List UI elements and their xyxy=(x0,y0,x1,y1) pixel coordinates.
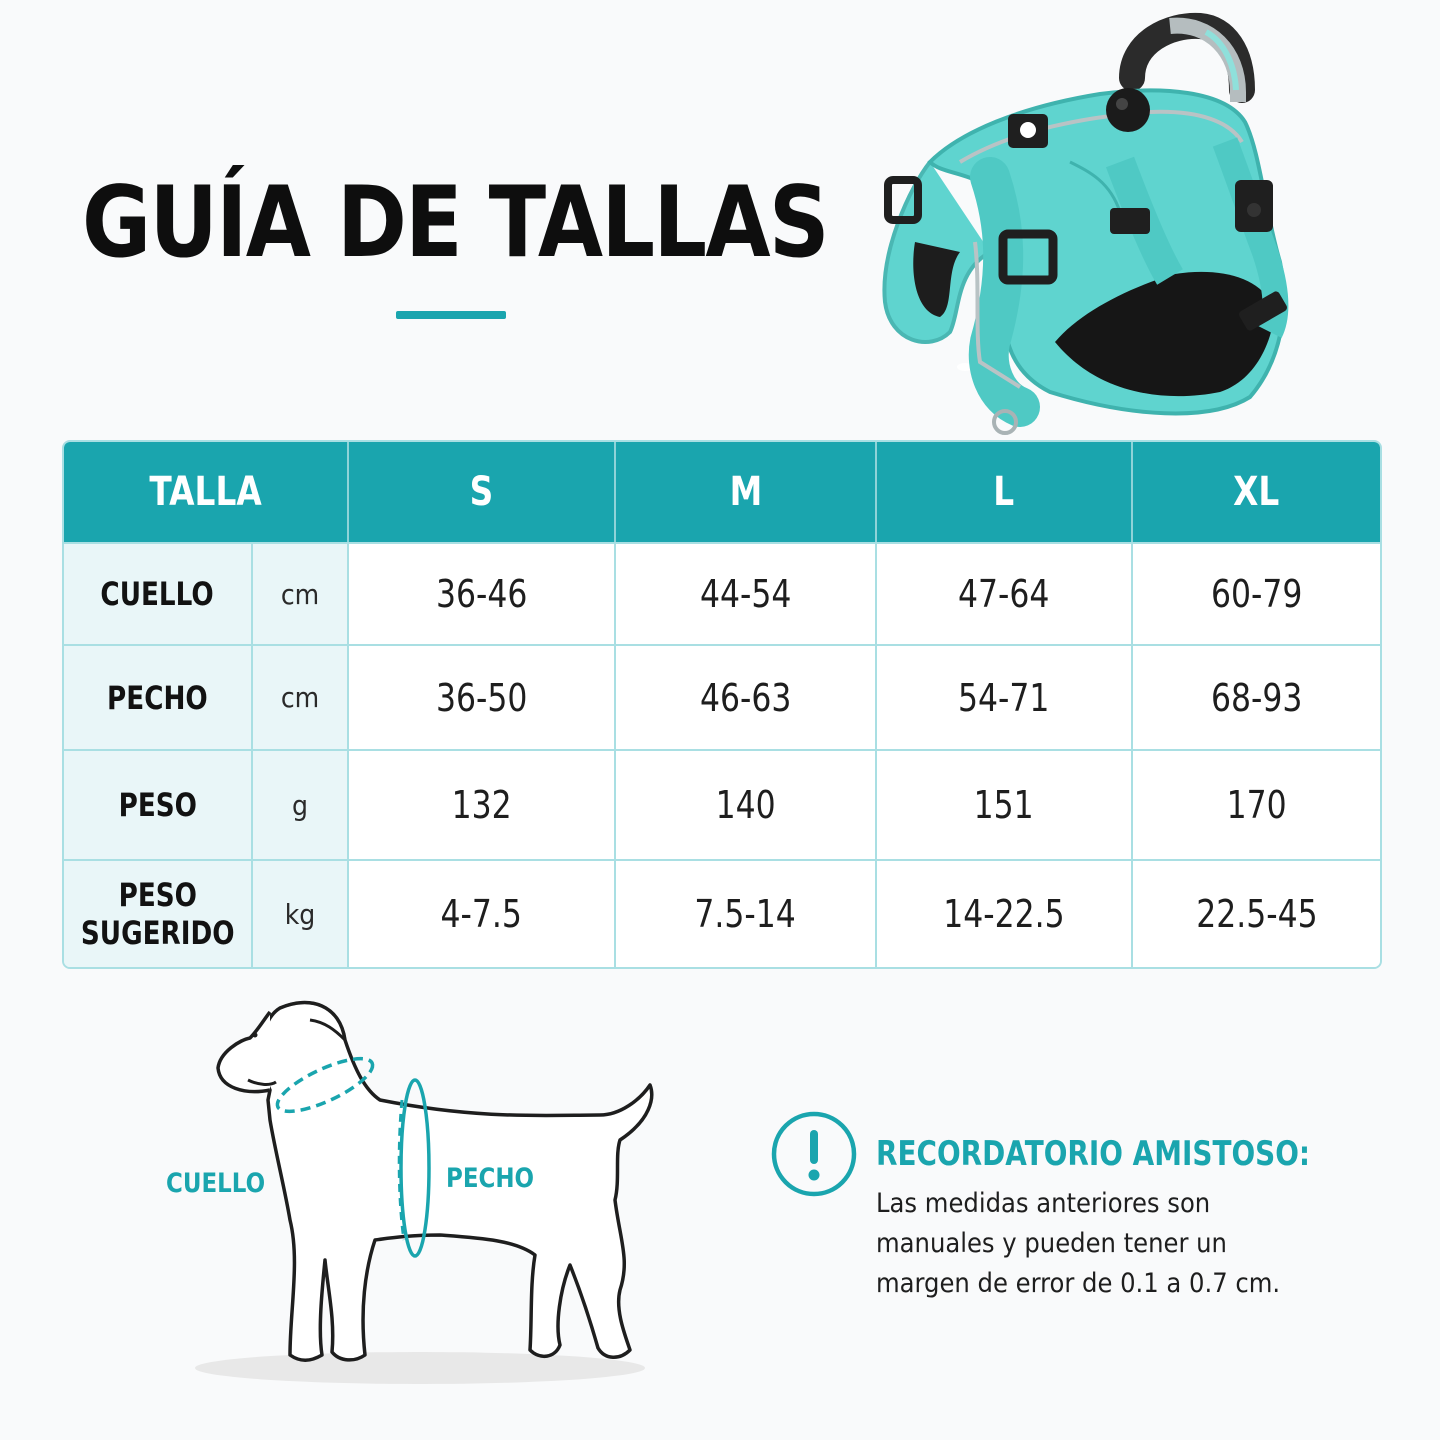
header-cell-size: M xyxy=(614,442,875,542)
table-cell: 46-63 xyxy=(614,644,875,749)
reminder-line: manuales y pueden tener un xyxy=(876,1228,1227,1259)
table-cell: 47-64 xyxy=(875,542,1131,644)
table-row xyxy=(64,859,1380,967)
row-unit: g xyxy=(251,749,347,859)
table-cell: 14-22.5 xyxy=(875,859,1131,967)
reminder-line: margen de error de 0.1 a 0.7 cm. xyxy=(876,1268,1281,1299)
title-underline xyxy=(396,311,506,319)
table-cell: 68-93 xyxy=(1131,644,1380,749)
size-chart-table xyxy=(62,440,1382,969)
table-cell: 170 xyxy=(1131,749,1380,859)
neck-label: CUELLO xyxy=(166,1168,266,1199)
table-cell: 4-7.5 xyxy=(347,859,614,967)
row-label-line: SUGERIDO xyxy=(80,914,235,952)
row-label: PECHO xyxy=(64,644,251,749)
row-label-line: PESO xyxy=(118,876,197,914)
row-unit: cm xyxy=(251,644,347,749)
table-cell: 60-79 xyxy=(1131,542,1380,644)
harness-image xyxy=(870,12,1310,437)
reminder-line: Las medidas anteriores son xyxy=(876,1188,1211,1219)
table-row xyxy=(64,644,1380,749)
table-cell: 36-46 xyxy=(347,542,614,644)
chest-label: PECHO xyxy=(446,1163,535,1194)
table-cell: 132 xyxy=(347,749,614,859)
row-label: CUELLO xyxy=(64,542,251,644)
exclamation-icon xyxy=(770,1110,858,1198)
header-cell-size: S xyxy=(347,442,614,542)
table-cell: 151 xyxy=(875,749,1131,859)
row-label: PESO xyxy=(64,749,251,859)
table-row xyxy=(64,542,1380,644)
header-cell-size: L xyxy=(875,442,1131,542)
table-row xyxy=(64,749,1380,859)
table-header-row xyxy=(64,442,1380,542)
table-cell: 36-50 xyxy=(347,644,614,749)
table-cell: 22.5-45 xyxy=(1131,859,1380,967)
row-unit: kg xyxy=(251,859,347,967)
row-unit: cm xyxy=(251,542,347,644)
table-cell: 54-71 xyxy=(875,644,1131,749)
header-cell-talla: TALLA xyxy=(64,442,347,542)
table-cell: 7.5-14 xyxy=(614,859,875,967)
table-cell: 44-54 xyxy=(614,542,875,644)
row-label xyxy=(64,859,251,967)
reminder-text xyxy=(876,1184,1336,1304)
page-title: GUÍA DE TALLAS xyxy=(82,166,828,280)
table-cell: 140 xyxy=(614,749,875,859)
header-cell-size: XL xyxy=(1131,442,1380,542)
reminder-title: RECORDATORIO AMISTOSO: xyxy=(876,1134,1311,1174)
